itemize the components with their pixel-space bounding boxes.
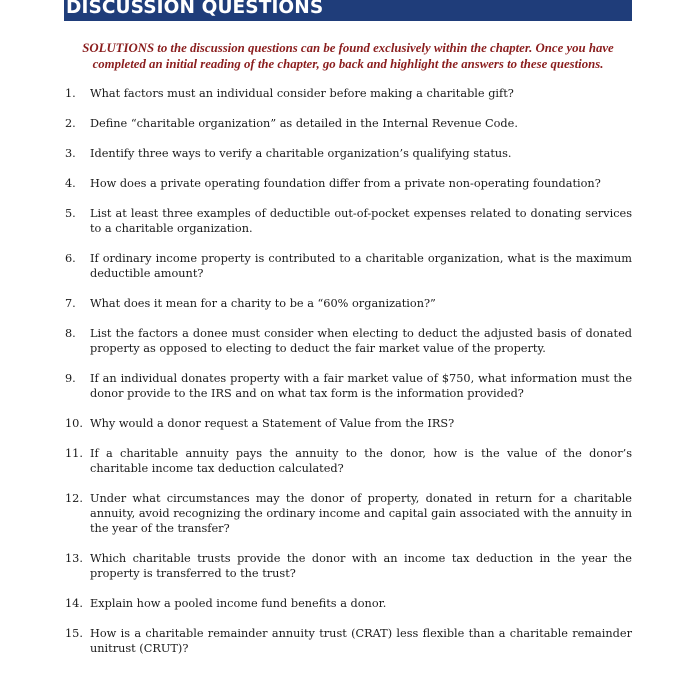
question-number: 1. — [65, 87, 76, 100]
question-text: What factors must an individual consider before making a charitable gift? — [90, 87, 514, 100]
question-text: List at least three examples of deductible out-of-pocket expenses related to donating services to a charitable organization. — [90, 207, 632, 235]
question-text: Identify three ways to verify a charitable organization’s qualifying status. — [90, 147, 512, 160]
question-text: Under what circumstances may the donor of property, donated in return for a charitable annuity, avoid recognizing the ordinary income and capital gain associated with the annuity in the year of the transfer? — [90, 492, 632, 535]
question-text: Why would a donor request a Statement of Value from the IRS? — [90, 417, 455, 430]
question-item — [64, 86, 632, 101]
question-number: 14. — [65, 597, 83, 610]
question-text: What does it mean for a charity to be a “60% organization?” — [90, 297, 436, 310]
question-item — [64, 251, 632, 281]
question-item — [64, 491, 632, 536]
question-number: 7. — [65, 297, 76, 310]
question-item — [64, 446, 632, 476]
question-text: Explain how a pooled income fund benefits a donor. — [90, 597, 387, 610]
question-number: 6. — [65, 252, 76, 265]
question-list — [64, 86, 632, 671]
question-number: 9. — [65, 372, 76, 385]
question-text: If ordinary income property is contributed to a charitable organization, what is the maximum deductible amount? — [90, 252, 632, 280]
question-text: List the factors a donee must consider when electing to deduct the adjusted basis of donated property as opposed to electing to deduct the fair market value of the property. — [90, 327, 632, 355]
section-title: DISCUSSION QUESTIONS — [66, 0, 324, 18]
question-number: 4. — [65, 177, 76, 190]
question-number: 8. — [65, 327, 76, 340]
question-item — [64, 596, 632, 611]
question-text: Which charitable trusts provide the donor with an income tax deduction in the year the property is transferred to the trust? — [90, 552, 632, 580]
question-number: 2. — [65, 117, 76, 130]
question-item — [64, 296, 632, 311]
section-header-bar — [64, 0, 632, 21]
question-text: If an individual donates property with a fair market value of $750, what information must the donor provide to the IRS and on what tax form is the information provided? — [90, 372, 632, 400]
question-number: 15. — [65, 627, 83, 640]
question-text: Define “charitable organization” as detailed in the Internal Revenue Code. — [90, 117, 518, 130]
question-item — [64, 116, 632, 131]
question-item — [64, 326, 632, 356]
question-number: 5. — [65, 207, 76, 220]
question-number: 13. — [65, 552, 83, 565]
question-item — [64, 626, 632, 656]
question-number: 10. — [65, 417, 83, 430]
solutions-note: SOLUTIONS to the discussion questions can be found exclusively within the chapter. Once you have completed an initial reading of the chapter, go back and highlight the answers to these questions. — [82, 41, 614, 71]
question-number: 12. — [65, 492, 83, 505]
question-item — [64, 146, 632, 161]
question-item — [64, 416, 632, 431]
question-item — [64, 551, 632, 581]
question-text: If a charitable annuity pays the annuity to the donor, how is the value of the donor’s charitable income tax deduction calculated? — [90, 447, 632, 475]
question-text: How is a charitable remainder annuity trust (CRAT) less flexible than a charitable remainder unitrust (CRUT)? — [90, 627, 632, 655]
question-text: How does a private operating foundation differ from a private non-operating foundation? — [90, 177, 601, 190]
question-number: 3. — [65, 147, 76, 160]
question-number: 11. — [65, 447, 83, 460]
question-item — [64, 371, 632, 401]
question-item — [64, 176, 632, 191]
question-item — [64, 206, 632, 236]
